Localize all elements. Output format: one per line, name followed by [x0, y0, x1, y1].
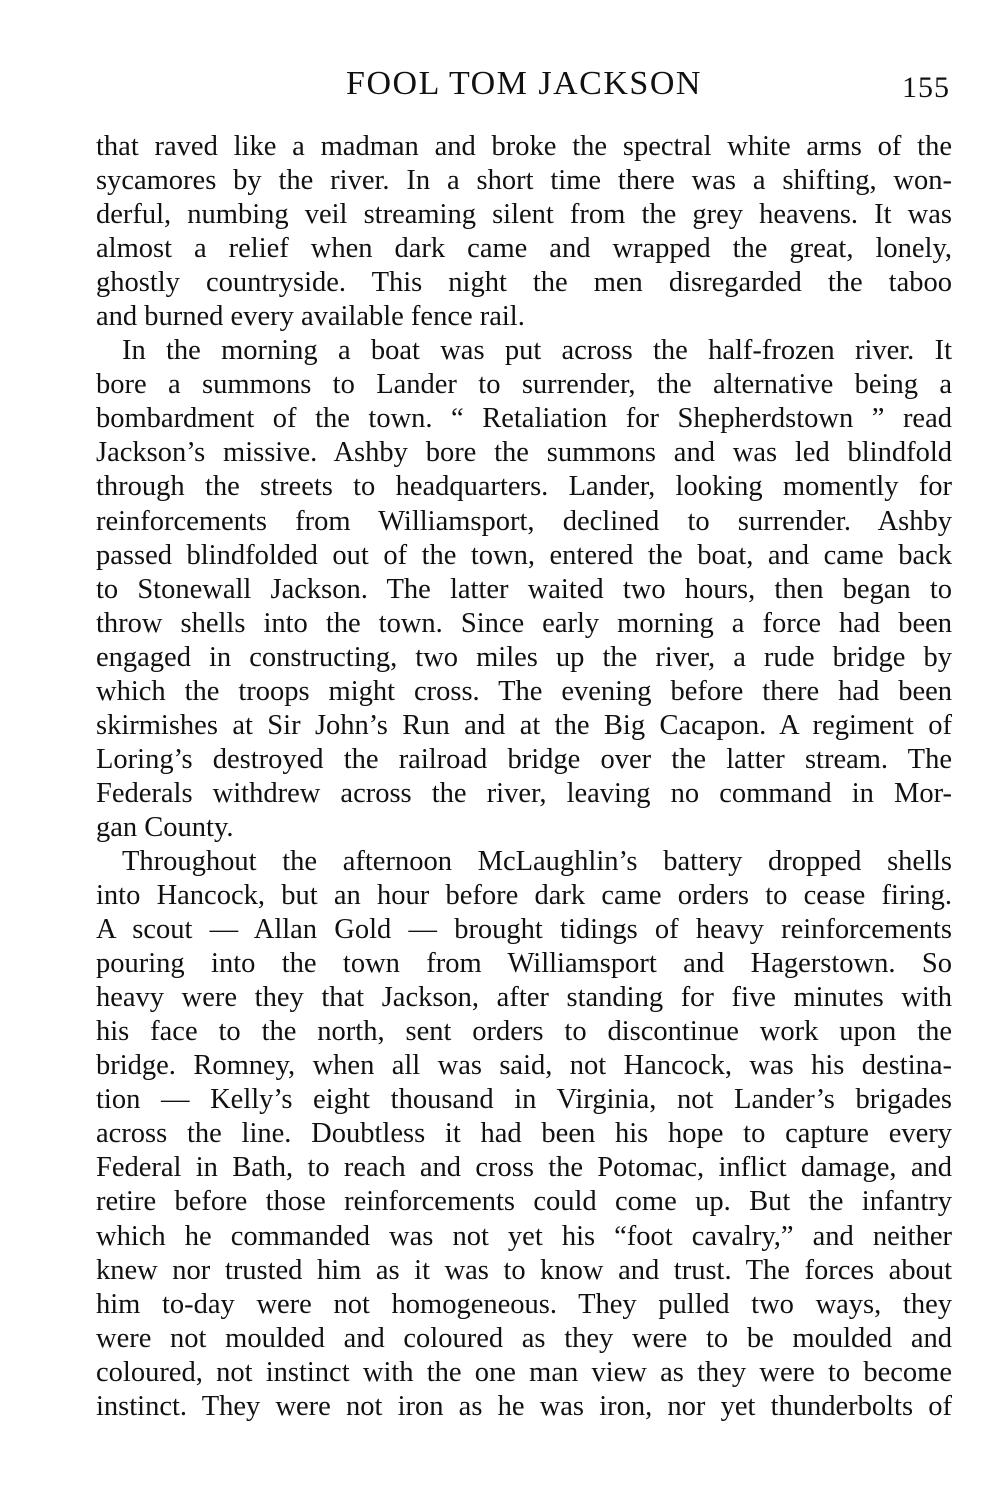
text-line: engaged in constructing, two miles up the river, a rude bridge by [96, 641, 952, 673]
text-line: throw shells into the town. Since early morning a force had been [96, 607, 952, 639]
text-line: heavy were they that Jackson, after standing for five minutes with [96, 982, 952, 1014]
text-line: skirmishes at Sir John’s Run and at the Big Cacapon. A regiment of [96, 709, 952, 741]
text-line: In the morning a boat was put across the half-frozen river. It [122, 335, 952, 367]
text-line: passed blindfolded out of the town, entered the boat, and came back [96, 539, 952, 571]
text-line: which the troops might cross. The evening before there had been [96, 675, 952, 707]
text-line: pouring into the town from Williamsport and Hagerstown. So [96, 948, 952, 980]
text-line: reinforcements from Williamsport, declined to surrender. Ashby [96, 505, 952, 537]
running-title: FOOL TOM JACKSON [346, 65, 702, 102]
text-line: were not moulded and coloured as they were to be moulded and [96, 1322, 952, 1354]
text-line: coloured, not instinct with the one man view as they were to become [96, 1356, 952, 1388]
text-line: through the streets to headquarters. Lander, looking momently for [96, 471, 952, 503]
text-line: bore a summons to Lander to surrender, the alternative being a [96, 369, 952, 401]
text-line: A scout — Allan Gold — brought tidings of heavy reinforcements [96, 914, 952, 946]
text-line: to Stonewall Jackson. The latter waited two hours, then began to [96, 573, 952, 605]
text-line: bridge. Romney, when all was said, not Hancock, was his destina- [96, 1050, 952, 1082]
text-line: tion — Kelly’s eight thousand in Virginia, not Lander’s brigades [96, 1084, 952, 1116]
text-line: Throughout the afternoon McLaughlin’s battery dropped shells [122, 845, 952, 877]
text-line: bombardment of the town. “ Retaliation for Shepherdstown ” read [96, 403, 952, 435]
text-line: his face to the north, sent orders to discontinue work upon the [96, 1016, 952, 1048]
text-line: and burned every available fence rail. [96, 301, 525, 333]
text-line: into Hancock, but an hour before dark came orders to cease firing. [96, 880, 952, 912]
text-line: derful, numbing veil streaming silent from the grey heavens. It was [96, 199, 952, 231]
running-head [96, 62, 952, 106]
text-line: sycamores by the river. In a short time there was a shifting, won- [96, 165, 952, 197]
text-line: retire before those reinforcements could come up. But the infantry [96, 1186, 952, 1218]
text-line: instinct. They were not iron as he was iron, nor yet thunderbolts of [96, 1390, 952, 1422]
text-line: him to-day were not homogeneous. They pulled two ways, they [96, 1288, 952, 1320]
text-line: gan County. [96, 811, 234, 843]
text-line: Loring’s destroyed the railroad bridge over the latter stream. The [96, 743, 952, 775]
text-line: Jackson’s missive. Ashby bore the summons and was led blindfold [96, 437, 952, 469]
text-line: ghostly countryside. This night the men disregarded the taboo [96, 267, 952, 299]
text-line: which he commanded was not yet his “foot cavalry,” and neither [96, 1220, 952, 1252]
text-line: across the line. Doubtless it had been his hope to capture every [96, 1118, 952, 1150]
body-text [96, 130, 952, 1424]
text-line: knew nor trusted him as it was to know and trust. The forces about [96, 1254, 952, 1286]
text-line: Federals withdrew across the river, leaving no command in Mor- [96, 777, 952, 809]
text-line: Federal in Bath, to reach and cross the Potomac, inflict damage, and [96, 1152, 952, 1184]
text-line: that raved like a madman and broke the spectral white arms of the [96, 131, 952, 162]
page-number: 155 [902, 71, 950, 104]
text-line: almost a relief when dark came and wrapped the great, lonely, [96, 233, 952, 265]
